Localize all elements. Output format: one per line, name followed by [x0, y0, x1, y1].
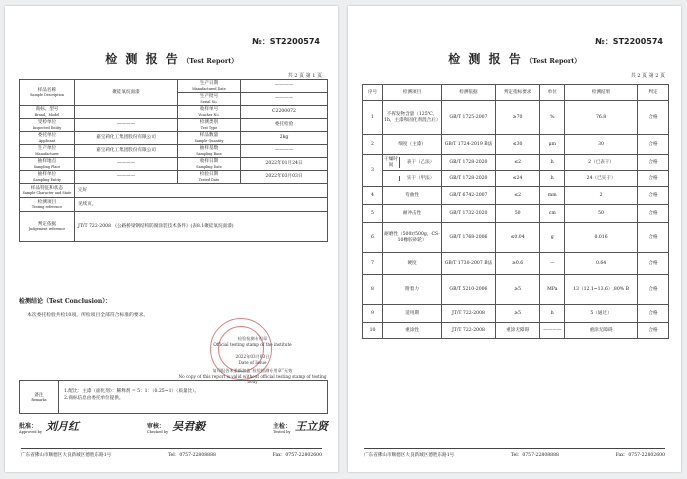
result-row: 8 附着力 GB/T 5210-2006 ≥5 MPa 13（12.1~13.6）,80% B 合格	[363, 275, 669, 305]
sample-info-table	[19, 79, 328, 242]
stamp-line: 2022年03月03日	[235, 354, 270, 359]
report-title	[5, 50, 338, 67]
test-results-table	[362, 84, 669, 339]
info-wide-row: 检测项目 Testing reference 见续页。	[20, 198, 328, 212]
result-row: 7 硬度 GB/T 1730-2007 B法 ≥0.6 — 0.64 合格	[363, 253, 669, 275]
report-title-2: 检 测 报 告 （Test Report）	[448, 52, 581, 66]
info-row: 生产单位 Manufacturer 嘉宝莉化工集团股份有限公司 抽样基数 Sampling Base ————	[20, 145, 328, 158]
column-header: 检测结果	[565, 85, 638, 101]
title-cn: 检 测 报 告	[105, 52, 180, 66]
result-row: 10 重涂性 JT/T 722-2008 重涂无障碍 ———— 重涂无障碍 合格	[363, 323, 669, 339]
info-row: 样品名称 Sample Description 聚硅氧烷面漆 生产日期 Manufactured Date ————	[20, 80, 328, 93]
info-row: 商标、型号 Brand、Model 收样单号 Voucher No. C2200072	[20, 106, 328, 119]
results-header	[363, 85, 669, 101]
column-header: 单位	[540, 85, 565, 101]
page-indicator: 共 2 页 第 1 页	[287, 73, 322, 79]
conclusion-heading: 检测结论（Test Conclusion）：	[19, 298, 112, 305]
result-row: 9 适用期 JT/T 722-2008 ≥5 h 5（通过） 合格	[363, 305, 669, 323]
info-row: 生产批号 Serial No. ————	[20, 93, 328, 106]
stamp-line: 检验检测专用章	[237, 336, 268, 341]
remarks-label: 备注 Remarks	[20, 381, 59, 413]
stamp-line: 复印报告未重新加盖“检验检测专用章”无效	[212, 368, 293, 373]
info-row: 抽样单位 Sampling Entity ———— 检验日期 Tested Date 2022年03月03日	[20, 171, 328, 184]
result-row: 实干（甲法） GB/T 1728-2020 ≤24 h 24（已实干） 合格	[363, 171, 669, 187]
stamp-line: Date of Issue	[238, 360, 267, 365]
column-header: 检测依据	[442, 85, 496, 101]
info-row: 受检单位 Inspected Entity ———— 检测类别 Test Type 委托检验	[20, 119, 328, 132]
info-wide-row: 判定依据 Judgement reference JT/T 722-2008 《公路桥梁钢结构防腐涂装技术条件》(表8.1聚硅氧烷面漆)	[20, 212, 328, 242]
info-row: 委托单位 Applicant 嘉宝莉化工集团股份有限公司 样品数量 Sample Quantity 2kg	[20, 132, 328, 145]
result-row: 4 弯曲性 GB/T 6742-2007 ≤2 mm 2 合格	[363, 187, 669, 205]
column-header: 判定	[637, 85, 668, 101]
page-indicator-2: 共 2 页 第 2 页	[630, 73, 665, 79]
result-row: 1 不挥发物含量（125℃，1h，主漆和固化剂混合后） GB/T 1725-2007 ≥70 % 76.8 合格	[363, 101, 669, 135]
info-row: 抽样地点 Sampling Place ———— 收样日期 Sampling Date 2022年01月24日	[20, 158, 328, 171]
result-row: 6 耐磨性（500r/500g，CS-10橡胶砂轮） GB/T 1768-2006 ≤0.04 g 0.016 合格	[363, 223, 669, 253]
checked-signature: 审核： Checked by 吴君毅	[146, 420, 206, 434]
report-page-2	[348, 6, 681, 472]
column-header: 判定指标要求	[495, 85, 540, 101]
page-footer-2: 广东省佛山市顺德区大良新城区德胜东路1号 Tel：0757-22808888 Fax：0757-22802600	[364, 448, 665, 458]
signatures	[19, 416, 328, 434]
report-page-1	[5, 6, 338, 472]
approved-signature: 批准： Approved by 刘月红	[19, 420, 80, 434]
column-header: 序号	[363, 85, 383, 101]
tested-signature: 主检： Tested by 王立贤	[272, 420, 328, 434]
stamp-line: Official testing stamp of the institute	[213, 342, 292, 347]
stamp-line: No copy of this report is valid without official testing stamp of testing body	[178, 374, 327, 384]
result-row: 5 耐冲击性 GB/T 1732-2020 50 cm 50 合格	[363, 205, 669, 223]
result-row: 2 细度（主漆） GB/T 1724-2019 B法 ≤30 μm 30 合格	[363, 135, 669, 155]
page-footer: 广东省佛山市顺德区大良新城区德胜东路1号 Tel：0757-22808888 Fax：0757-22802600	[21, 448, 322, 458]
result-row: 3 干燥时间 表干（乙法） GB/T 1728-2020 ≤2 h 2（已表干） 合格	[363, 155, 669, 171]
column-header: 检测项目	[383, 85, 442, 101]
report-number-2: №：ST2200574	[595, 37, 663, 46]
conclusion-text: 本次委托检验共检10项，所检项目全部符合标准的要求。	[27, 313, 149, 318]
title-en: （Test Report）	[182, 57, 238, 65]
remarks-text: 1.配比：主漆（面化剂）：稀释剂 = 5：1：（0.25~1）（质量比）。 2.商标信息由委托单位提供。	[64, 389, 200, 401]
report-number: №：ST2200574	[252, 37, 320, 46]
remarks-box	[19, 380, 328, 414]
info-wide-row: 样品特征和状态 Sample Character and State 完好	[20, 184, 328, 198]
